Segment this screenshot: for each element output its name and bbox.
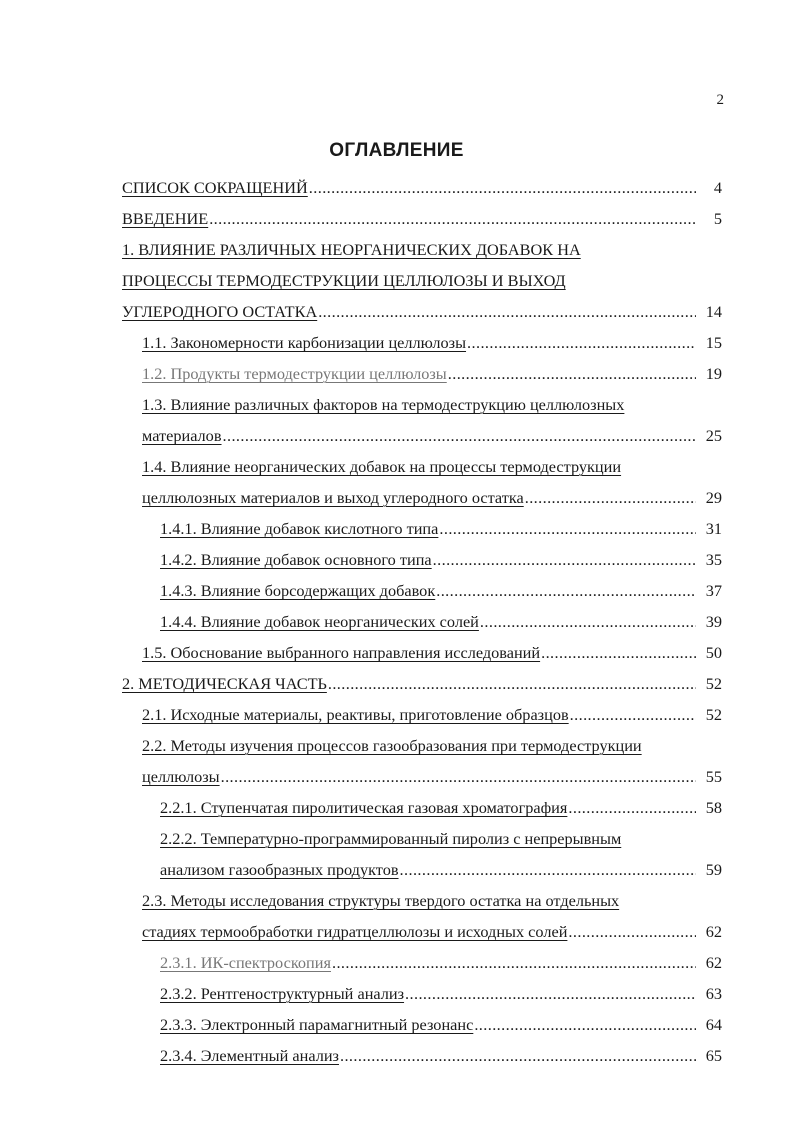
toc-entry-1-4-1[interactable] xyxy=(160,513,722,544)
toc-page-number: 37 xyxy=(705,581,722,600)
toc-entry-title[interactable]: целлюлозы xyxy=(142,767,220,786)
toc-entry-title[interactable]: 2.1. Исходные материалы, реактивы, приготовление образцов xyxy=(142,705,569,724)
toc-entry-2-1[interactable] xyxy=(142,699,722,730)
toc-page-number: 50 xyxy=(705,643,722,662)
toc-entry-title[interactable]: 2.3.4. Элементный анализ xyxy=(160,1046,339,1065)
dot-leader xyxy=(479,606,696,637)
toc-entry-1-4-end[interactable] xyxy=(142,482,722,513)
dot-leader xyxy=(569,699,696,730)
dot-leader xyxy=(339,1040,696,1071)
toc-entry-1-3[interactable] xyxy=(142,389,722,420)
dot-leader xyxy=(208,203,696,234)
toc-entry-chapter-1-cont[interactable] xyxy=(122,265,722,296)
toc-entry-title[interactable]: 1.4.4. Влияние добавок неорганических солей xyxy=(160,612,479,631)
toc-page-number: 59 xyxy=(705,860,722,879)
toc-entry-2-3-1[interactable] xyxy=(160,947,722,978)
toc-page-number: 29 xyxy=(705,488,722,507)
page-number: 2 xyxy=(716,92,724,108)
dot-leader xyxy=(220,761,696,792)
toc-entry-title[interactable]: ВВЕДЕНИЕ xyxy=(122,209,209,228)
toc-page-number: 14 xyxy=(705,302,722,321)
toc-entry-title[interactable]: 2.3.3. Электронный парамагнитный резонанс xyxy=(160,1015,474,1034)
dot-leader xyxy=(524,482,696,513)
toc-entry-1-3-end[interactable] xyxy=(142,420,722,451)
toc-page-number: 52 xyxy=(705,674,722,693)
toc-page-number: 52 xyxy=(705,705,722,724)
toc-page-number: 19 xyxy=(705,364,722,383)
toc-entry-1-4[interactable] xyxy=(142,451,722,482)
toc-page-number: 25 xyxy=(705,426,722,445)
toc-entry-title[interactable]: 2. МЕТОДИЧЕСКАЯ ЧАСТЬ xyxy=(122,674,327,693)
toc-page-number: 63 xyxy=(705,984,722,1003)
toc-entry-title[interactable]: 2.3.2. Рентгеноструктурный анализ xyxy=(160,984,405,1003)
toc-entry-2-2[interactable] xyxy=(142,730,722,761)
toc-entry-title[interactable]: 1.4. Влияние неорганических добавок на процессы термодеструкции xyxy=(142,457,622,476)
toc-entry-2-2-2-end[interactable] xyxy=(160,854,722,885)
toc-entry-title[interactable]: 2.3. Методы исследования структуры твердого остатка на отдельных xyxy=(142,891,620,910)
toc-entry-chapter-2[interactable] xyxy=(122,668,722,699)
toc-entry-title[interactable]: 2.3.1. ИК-спектроскопия xyxy=(160,953,331,972)
toc-entry-2-2-end[interactable] xyxy=(142,761,722,792)
toc-entry-title[interactable]: материалов xyxy=(142,426,222,445)
dot-leader xyxy=(308,172,696,203)
toc-entry-chapter-1[interactable] xyxy=(122,234,722,265)
toc-entry-chapter-1-end[interactable] xyxy=(122,296,722,327)
dot-leader xyxy=(331,947,696,978)
toc-entry-1-5[interactable] xyxy=(142,637,722,668)
toc-entry-2-3-2[interactable] xyxy=(160,978,722,1009)
toc-entry-1-1[interactable] xyxy=(142,327,722,358)
dot-leader xyxy=(222,420,696,451)
toc-page-number: 39 xyxy=(705,612,722,631)
dot-leader xyxy=(466,327,696,358)
toc-entry-title[interactable]: целлюлозных материалов и выход углеродного остатка xyxy=(142,488,524,507)
dot-leader xyxy=(399,854,696,885)
toc-page-number: 15 xyxy=(705,333,722,352)
toc-entry-title[interactable]: стадиях термообработки гидратцеллюлозы и исходных солей xyxy=(142,922,568,941)
dot-leader xyxy=(435,575,696,606)
toc-entry-2-3-end[interactable] xyxy=(142,916,722,947)
dot-leader xyxy=(327,668,696,699)
toc-entry-1-2[interactable] xyxy=(142,358,722,389)
toc-entry-2-3-3[interactable] xyxy=(160,1009,722,1040)
toc-page-number: 55 xyxy=(705,767,722,786)
toc-entry-title[interactable]: 1.4.1. Влияние добавок кислотного типа xyxy=(160,519,439,538)
toc-page-number: 62 xyxy=(705,953,722,972)
toc-entry-title[interactable]: 1.4.2. Влияние добавок основного типа xyxy=(160,550,432,569)
dot-leader xyxy=(447,358,696,389)
toc-entry-title[interactable]: 1. ВЛИЯНИЕ РАЗЛИЧНЫХ НЕОРГАНИЧЕСКИХ ДОБАВОК НА xyxy=(122,240,581,259)
toc-entry-title[interactable]: 1.5. Обоснование выбранного направления исследований xyxy=(142,643,541,662)
toc-entry-abbreviations[interactable] xyxy=(122,172,722,203)
toc-page-number: 62 xyxy=(705,922,722,941)
toc-entry-2-2-2[interactable] xyxy=(160,823,722,854)
toc-entry-2-3[interactable] xyxy=(142,885,722,916)
dot-leader xyxy=(404,978,696,1009)
dot-leader xyxy=(432,544,696,575)
toc-entry-title[interactable]: СПИСОК СОКРАЩЕНИЙ xyxy=(122,178,308,197)
toc-entry-introduction[interactable] xyxy=(122,203,722,234)
toc-entry-2-2-1[interactable] xyxy=(160,792,722,823)
toc-page-number: 64 xyxy=(705,1015,722,1034)
toc-entry-1-4-3[interactable] xyxy=(160,575,722,606)
dot-leader xyxy=(567,916,696,947)
toc-entry-title[interactable]: анализом газообразных продуктов xyxy=(160,860,399,879)
toc-entry-title[interactable]: 2.2. Методы изучения процессов газообразования при термодеструкции xyxy=(142,736,642,755)
toc-entry-title[interactable]: 2.2.1. Ступенчатая пиролитическая газовая хроматография xyxy=(160,798,568,817)
toc-page-number: 58 xyxy=(705,798,722,817)
dot-leader xyxy=(317,296,696,327)
toc-entry-title[interactable]: 2.2.2. Температурно-программированный пиролиз с непрерывным xyxy=(160,829,622,848)
toc-page-number: 35 xyxy=(705,550,722,569)
dot-leader xyxy=(438,513,696,544)
toc-entry-1-4-2[interactable] xyxy=(160,544,722,575)
toc-page-number: 31 xyxy=(705,519,722,538)
toc-page-number: 65 xyxy=(705,1046,722,1065)
dot-leader xyxy=(567,792,696,823)
toc-page-number: 4 xyxy=(713,178,722,197)
toc-entry-title[interactable]: 1.2. Продукты термодеструкции целлюлозы xyxy=(142,364,447,383)
toc-entry-title[interactable]: 1.4.3. Влияние борсодержащих добавок xyxy=(160,581,436,600)
toc-page-number: 5 xyxy=(713,209,722,228)
dot-leader xyxy=(473,1009,696,1040)
toc-entry-title[interactable]: УГЛЕРОДНОГО ОСТАТКА xyxy=(122,302,318,321)
toc-entry-1-4-4[interactable] xyxy=(160,606,722,637)
toc-entry-2-3-4[interactable] xyxy=(160,1040,722,1071)
toc-entry-title[interactable]: 1.1. Закономерности карбонизации целлюлозы xyxy=(142,333,467,352)
toc-entry-title[interactable]: 1.3. Влияние различных факторов на термодеструкцию целлюлозных xyxy=(142,395,625,414)
toc-entry-title[interactable]: ПРОЦЕССЫ ТЕРМОДЕСТРУКЦИИ ЦЕЛЛЮЛОЗЫ И ВЫХОД xyxy=(122,271,566,290)
dot-leader xyxy=(540,637,696,668)
toc-title: ОГЛАВЛЕНИЕ xyxy=(329,140,464,161)
